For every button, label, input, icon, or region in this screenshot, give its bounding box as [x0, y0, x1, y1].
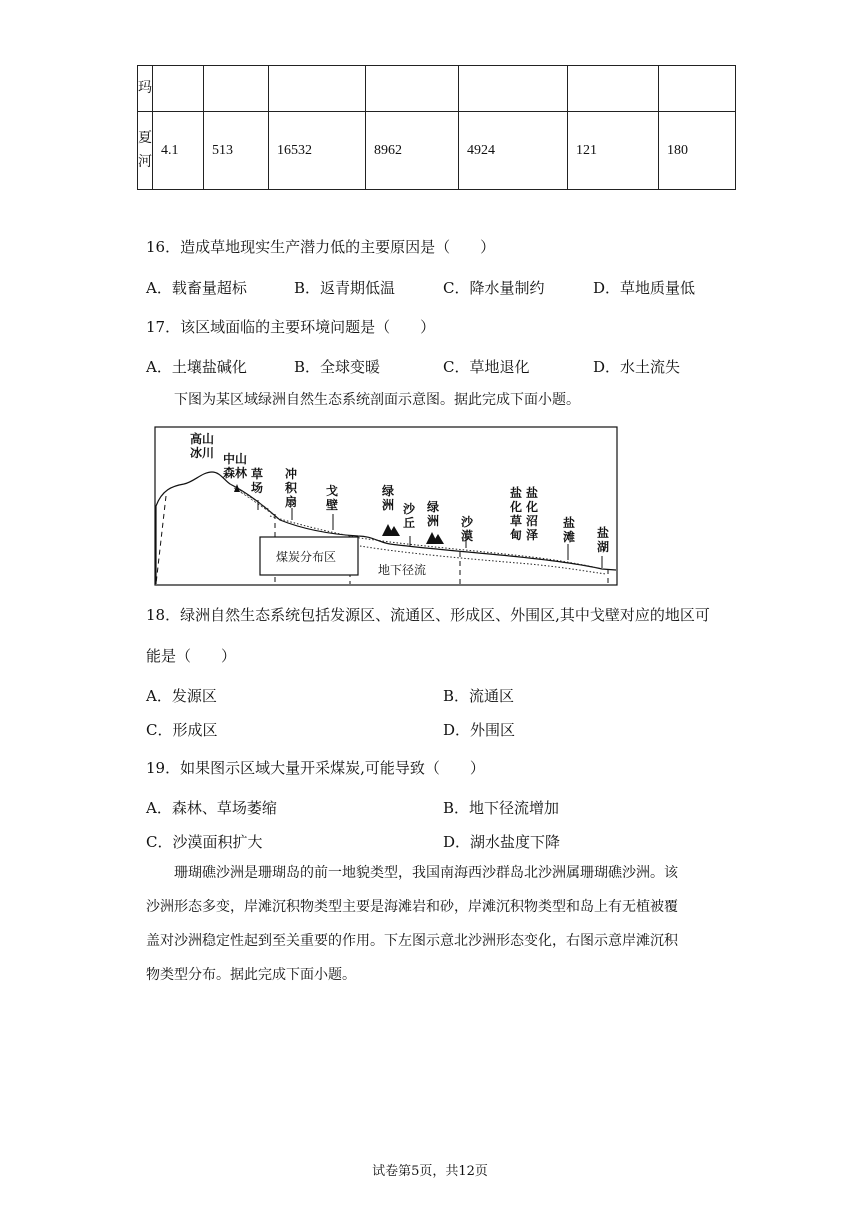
table-row: [138, 66, 736, 112]
table-row-label: 玛: [138, 66, 153, 112]
label-desert: 沙漠: [461, 515, 474, 543]
q16-option-d[interactable]: D．草地质量低: [593, 279, 696, 297]
question-17-stem: 17．该区域面临的主要环境问题是（ ）: [146, 318, 436, 336]
coral-passage-line-4: 物类型分布。据此完成下面小题。: [146, 967, 356, 983]
q17-option-b[interactable]: B．全球变暖: [294, 358, 381, 376]
label-salt-meadow: 盐化草甸: [510, 486, 523, 542]
groundwater-label: 地下径流: [378, 563, 427, 577]
table-cell: [153, 66, 204, 112]
q18-option-a[interactable]: A．发源区: [146, 687, 217, 705]
label-oasis-2: 绿洲: [427, 500, 440, 528]
q17-option-d[interactable]: D．水土流失: [593, 358, 681, 376]
question-18-stem-line1: 18．绿洲自然生态系统包括发源区、流通区、形成区、外围区,其中戈壁对应的地区可: [146, 606, 710, 624]
q16-option-b[interactable]: B．返青期低温: [294, 279, 396, 297]
question-19-stem: 19．如果图示区域大量开采煤炭,可能导致（ ）: [146, 759, 485, 777]
table-cell: 4.1: [153, 112, 204, 190]
table-cell: [568, 66, 659, 112]
label-grassland: 草场: [251, 467, 264, 495]
q17-option-a[interactable]: A．土壤盐碱化: [146, 358, 247, 376]
table-cell: 16532: [269, 112, 366, 190]
page-footer: 试卷第5页，共12页: [372, 1164, 488, 1179]
coral-passage-line-1: 珊瑚礁沙洲是珊瑚岛的前一地貌类型，我国南海西沙群岛北沙洲属珊瑚礁沙洲。该: [174, 865, 678, 881]
table-cell: [204, 66, 269, 112]
label-oasis-1: 绿洲: [382, 484, 395, 512]
question-18-stem-line2: 能是（ ）: [146, 647, 237, 665]
label-alluvial-fan: 冲积扇: [285, 467, 298, 509]
q18-option-c[interactable]: C．形成区: [146, 721, 218, 739]
question-16-stem: 16．造成草地现实生产潜力低的主要原因是（ ）: [146, 238, 496, 256]
oasis-intro: 下图为某区域绿洲自然生态系统剖面示意图。据此完成下面小题。: [174, 392, 580, 408]
table-cell: 121: [568, 112, 659, 190]
q19-option-b[interactable]: B．地下径流增加: [443, 799, 560, 817]
table-cell: 180: [659, 112, 736, 190]
table-cell: [459, 66, 568, 112]
label-forest: 中山森林: [223, 452, 248, 480]
coral-passage-line-3: 盖对沙洲稳定性起到至关重要的作用。下左图示意北沙洲形态变化，右图示意岸滩沉积: [146, 933, 678, 949]
data-table: [137, 65, 736, 190]
table-row-label: 夏河: [138, 112, 153, 190]
q19-option-d[interactable]: D．湖水盐度下降: [443, 833, 561, 851]
table-cell: 513: [204, 112, 269, 190]
table-cell: [659, 66, 736, 112]
table-row: [138, 112, 736, 190]
table-cell: [366, 66, 459, 112]
q16-option-a[interactable]: A．载畜量超标: [146, 279, 247, 297]
q17-option-c[interactable]: C．草地退化: [443, 358, 530, 376]
coal-area-label: 煤炭分布区: [276, 550, 337, 564]
label-salt-lake: 盐湖: [597, 526, 610, 554]
label-dune: 沙丘: [403, 502, 416, 530]
label-gobi: 戈壁: [326, 484, 339, 512]
table-cell: 4924: [459, 112, 568, 190]
label-glacier: 高山冰川: [190, 432, 215, 460]
q18-option-b[interactable]: B．流通区: [443, 687, 515, 705]
coral-passage-line-2: 沙洲形态多变，岸滩沉积物类型主要是海滩岩和砂，岸滩沉积物类型和岛上有无植被覆: [146, 899, 678, 915]
label-salt-marsh: 盐化沼泽: [526, 486, 539, 542]
q16-option-c[interactable]: C．降水量制约: [443, 279, 545, 297]
q18-option-d[interactable]: D．外围区: [443, 721, 516, 739]
table-cell: 8962: [366, 112, 459, 190]
label-salt-beach: 盐滩: [563, 516, 576, 544]
q19-option-c[interactable]: C．沙漠面积扩大: [146, 833, 263, 851]
q19-option-a[interactable]: A．森林、草场萎缩: [146, 799, 277, 817]
table-cell: [269, 66, 366, 112]
